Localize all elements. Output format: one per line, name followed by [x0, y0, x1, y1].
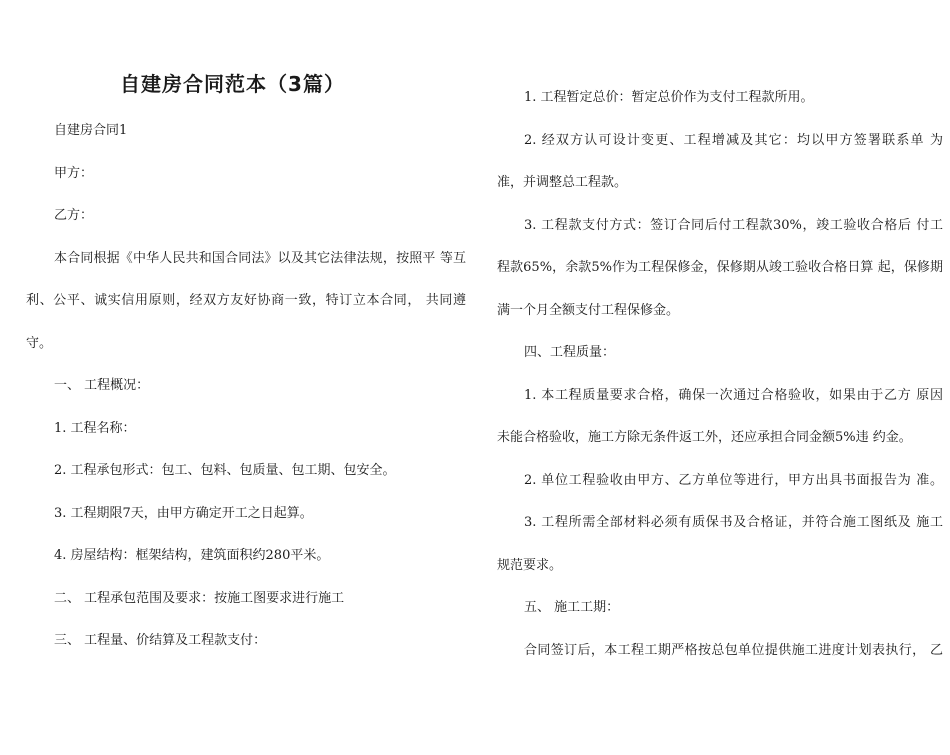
text-line: 满一个月全额支付工程保修金。 — [497, 302, 680, 318]
section-heading: 五、 施工工期： — [524, 600, 620, 615]
text-line: 自建房合同1 — [54, 123, 128, 138]
text-line: 程款65%，余款5%作为工程保修金，保修期从竣工验收合格日算 起，保修期 — [497, 260, 943, 275]
section-heading: 二、 工程承包范围及要求：按施工图要求进行施工 — [54, 590, 345, 606]
text-line: 1. 工程暂定总价：暂定总价作为支付工程款所用。 — [524, 90, 814, 105]
text-line: 合同签订后，本工程工期严格按总包单位提供施工进度计划表执行， 乙 — [524, 642, 943, 658]
text-line: 利、公平、诚实信用原则，经双方友好协商一致，特订立本合同， 共同遵 — [26, 293, 466, 308]
text-line: 未能合格验收，施工方除无条件返工外，还应承担合同金额5%违 约金。 — [497, 430, 912, 445]
text-line: 3. 工程期限7天，由甲方确定开工之日起算。 — [54, 505, 313, 521]
section-heading: 三、 工程量、价结算及工程款支付： — [54, 633, 267, 648]
text-line: 甲方： — [54, 165, 94, 181]
text-line: 2. 工程承包形式：包工、包料、包质量、包工期、包安全。 — [54, 463, 396, 478]
section-heading: 四、工程质量： — [524, 345, 616, 360]
text-line: 规范要求。 — [497, 557, 563, 573]
right-column — [497, 77, 943, 672]
text-line: 本合同根据《中华人民共和国合同法》以及其它法律法规，按照平 等互 — [54, 250, 466, 266]
text-line: 1. 工程名称： — [54, 420, 136, 436]
left-column — [26, 110, 466, 663]
text-line: 乙方： — [54, 208, 94, 223]
text-line: 准，并调整总工程款。 — [497, 175, 628, 190]
text-line: 4. 房屋结构：框架结构，建筑面积约280平米。 — [54, 548, 330, 563]
text-line: 1. 本工程质量要求合格，确保一次通过合格验收，如果由于乙方 原因 — [524, 387, 943, 403]
section-heading: 一、 工程概况： — [54, 378, 150, 393]
text-line: 2. 经双方认可设计变更、工程增减及其它：均以甲方签署联系单 为 — [524, 132, 943, 148]
text-line: 2. 单位工程验收由甲方、乙方单位等进行，甲方出具书面报告为 准。 — [524, 472, 943, 488]
text-line: 3. 工程所需全部材料必须有质保书及合格证，并符合施工图纸及 施工 — [524, 515, 943, 530]
document-title: 自建房合同范本（3篇） — [120, 72, 345, 96]
text-line: 守。 — [26, 335, 53, 351]
text-line: 3. 工程款支付方式：签订合同后付工程款30%，竣工验收合格后 付工 — [524, 217, 943, 233]
